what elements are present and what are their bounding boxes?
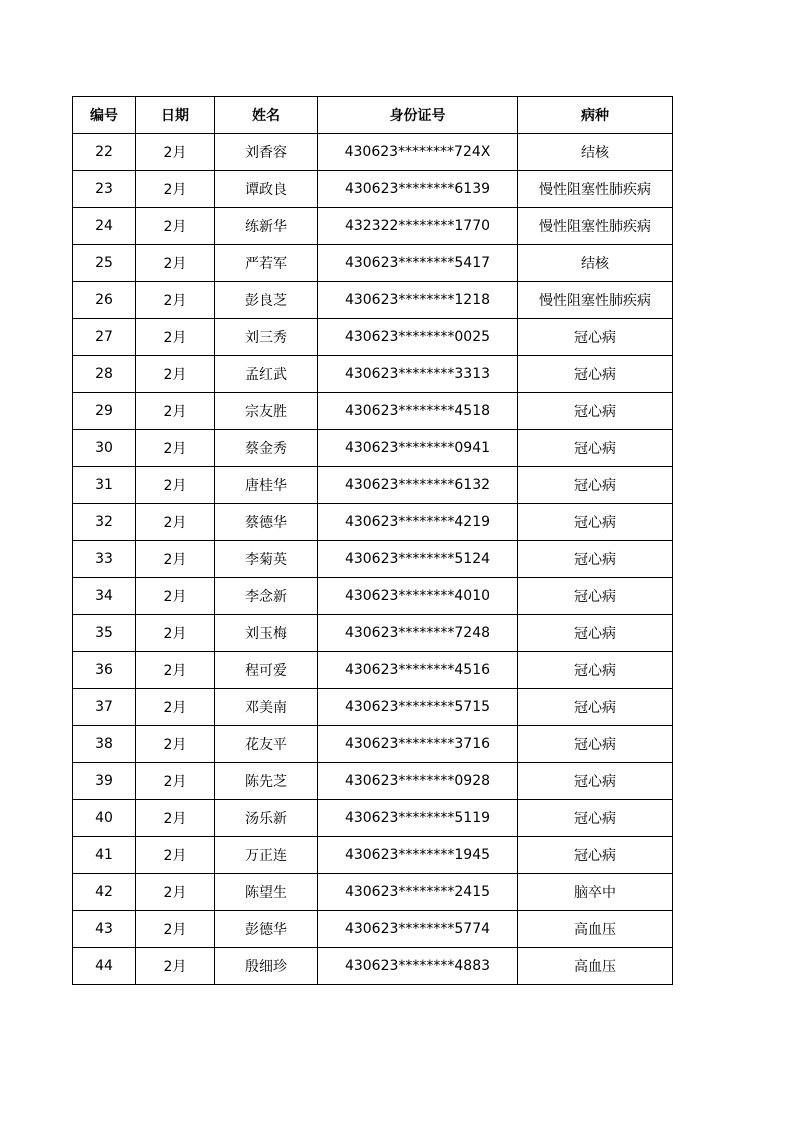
cell-date: 2月 xyxy=(136,430,215,467)
patient-roster-table xyxy=(72,96,673,985)
header-name: 姓名 xyxy=(215,97,318,134)
table-row xyxy=(73,726,673,763)
cell-id: 42 xyxy=(73,874,136,911)
cell-id-number: 430623********1945 xyxy=(318,837,518,874)
cell-name: 谭政良 xyxy=(215,171,318,208)
cell-disease: 冠心病 xyxy=(518,319,673,356)
cell-id: 43 xyxy=(73,911,136,948)
cell-disease: 冠心病 xyxy=(518,467,673,504)
cell-id-number: 430623********7248 xyxy=(318,615,518,652)
cell-id: 39 xyxy=(73,763,136,800)
table-row xyxy=(73,504,673,541)
cell-date: 2月 xyxy=(136,171,215,208)
cell-disease: 冠心病 xyxy=(518,726,673,763)
cell-disease: 冠心病 xyxy=(518,615,673,652)
cell-id: 41 xyxy=(73,837,136,874)
table-row xyxy=(73,282,673,319)
cell-date: 2月 xyxy=(136,837,215,874)
cell-name: 万正连 xyxy=(215,837,318,874)
table-row xyxy=(73,208,673,245)
cell-id: 36 xyxy=(73,652,136,689)
cell-id-number: 430623********3313 xyxy=(318,356,518,393)
cell-date: 2月 xyxy=(136,282,215,319)
table-row xyxy=(73,874,673,911)
cell-date: 2月 xyxy=(136,948,215,985)
cell-name: 唐桂华 xyxy=(215,467,318,504)
cell-disease: 冠心病 xyxy=(518,800,673,837)
cell-name: 彭德华 xyxy=(215,911,318,948)
cell-date: 2月 xyxy=(136,245,215,282)
cell-id: 38 xyxy=(73,726,136,763)
cell-date: 2月 xyxy=(136,356,215,393)
header-date: 日期 xyxy=(136,97,215,134)
cell-name: 李念新 xyxy=(215,578,318,615)
cell-name: 蔡德华 xyxy=(215,504,318,541)
table-row xyxy=(73,319,673,356)
cell-date: 2月 xyxy=(136,134,215,171)
cell-id: 37 xyxy=(73,689,136,726)
cell-id: 40 xyxy=(73,800,136,837)
cell-id: 32 xyxy=(73,504,136,541)
cell-id: 31 xyxy=(73,467,136,504)
cell-id: 25 xyxy=(73,245,136,282)
cell-disease: 结核 xyxy=(518,245,673,282)
header-id: 编号 xyxy=(73,97,136,134)
table-row xyxy=(73,430,673,467)
cell-disease: 冠心病 xyxy=(518,430,673,467)
cell-name: 殷细珍 xyxy=(215,948,318,985)
cell-disease: 冠心病 xyxy=(518,652,673,689)
header-disease: 病种 xyxy=(518,97,673,134)
cell-id-number: 430623********0928 xyxy=(318,763,518,800)
cell-id: 27 xyxy=(73,319,136,356)
cell-id-number: 430623********4219 xyxy=(318,504,518,541)
table-row xyxy=(73,245,673,282)
cell-id-number: 430623********3716 xyxy=(318,726,518,763)
cell-date: 2月 xyxy=(136,541,215,578)
cell-date: 2月 xyxy=(136,800,215,837)
table-row xyxy=(73,393,673,430)
cell-disease: 冠心病 xyxy=(518,541,673,578)
table-row xyxy=(73,837,673,874)
cell-date: 2月 xyxy=(136,393,215,430)
table-row xyxy=(73,615,673,652)
cell-id-number: 430623********4883 xyxy=(318,948,518,985)
cell-id-number: 430623********4518 xyxy=(318,393,518,430)
cell-id-number: 430623********0025 xyxy=(318,319,518,356)
cell-disease: 冠心病 xyxy=(518,393,673,430)
cell-name: 练新华 xyxy=(215,208,318,245)
cell-id-number: 430623********2415 xyxy=(318,874,518,911)
cell-disease: 冠心病 xyxy=(518,578,673,615)
cell-id-number: 430623********0941 xyxy=(318,430,518,467)
table-row xyxy=(73,541,673,578)
cell-name: 李菊英 xyxy=(215,541,318,578)
cell-disease: 结核 xyxy=(518,134,673,171)
cell-id: 29 xyxy=(73,393,136,430)
table-row xyxy=(73,948,673,985)
table-row xyxy=(73,171,673,208)
table-row xyxy=(73,800,673,837)
header-id-number: 身份证号 xyxy=(318,97,518,134)
cell-id-number: 430623********5417 xyxy=(318,245,518,282)
cell-disease: 冠心病 xyxy=(518,504,673,541)
cell-name: 程可爱 xyxy=(215,652,318,689)
cell-name: 刘玉梅 xyxy=(215,615,318,652)
cell-name: 花友平 xyxy=(215,726,318,763)
cell-id-number: 430623********6139 xyxy=(318,171,518,208)
table-row xyxy=(73,689,673,726)
cell-disease: 慢性阻塞性肺疾病 xyxy=(518,171,673,208)
cell-id-number: 430623********5715 xyxy=(318,689,518,726)
cell-name: 孟红武 xyxy=(215,356,318,393)
cell-id-number: 430623********6132 xyxy=(318,467,518,504)
cell-date: 2月 xyxy=(136,726,215,763)
cell-id-number: 430623********724X xyxy=(318,134,518,171)
cell-date: 2月 xyxy=(136,689,215,726)
cell-name: 刘三秀 xyxy=(215,319,318,356)
cell-id: 23 xyxy=(73,171,136,208)
table-row xyxy=(73,467,673,504)
cell-disease: 高血压 xyxy=(518,948,673,985)
cell-id: 34 xyxy=(73,578,136,615)
cell-date: 2月 xyxy=(136,578,215,615)
cell-disease: 冠心病 xyxy=(518,689,673,726)
table-row xyxy=(73,763,673,800)
cell-name: 彭良芝 xyxy=(215,282,318,319)
cell-id: 30 xyxy=(73,430,136,467)
table-header xyxy=(73,97,673,134)
cell-disease: 冠心病 xyxy=(518,763,673,800)
cell-id-number: 432322********1770 xyxy=(318,208,518,245)
cell-date: 2月 xyxy=(136,615,215,652)
cell-id-number: 430623********5774 xyxy=(318,911,518,948)
cell-disease: 冠心病 xyxy=(518,837,673,874)
cell-id-number: 430623********4516 xyxy=(318,652,518,689)
cell-disease: 慢性阻塞性肺疾病 xyxy=(518,208,673,245)
cell-name: 邓美南 xyxy=(215,689,318,726)
cell-disease: 冠心病 xyxy=(518,356,673,393)
cell-id: 44 xyxy=(73,948,136,985)
cell-id-number: 430623********5124 xyxy=(318,541,518,578)
table-row xyxy=(73,578,673,615)
cell-id: 24 xyxy=(73,208,136,245)
header-row xyxy=(73,97,673,134)
cell-id: 26 xyxy=(73,282,136,319)
table-row xyxy=(73,134,673,171)
cell-id-number: 430623********1218 xyxy=(318,282,518,319)
table-body xyxy=(73,134,673,985)
cell-date: 2月 xyxy=(136,874,215,911)
table-row xyxy=(73,911,673,948)
cell-name: 严若军 xyxy=(215,245,318,282)
cell-date: 2月 xyxy=(136,467,215,504)
cell-name: 宗友胜 xyxy=(215,393,318,430)
table-row xyxy=(73,356,673,393)
cell-date: 2月 xyxy=(136,763,215,800)
cell-date: 2月 xyxy=(136,911,215,948)
cell-name: 蔡金秀 xyxy=(215,430,318,467)
table-row xyxy=(73,652,673,689)
cell-name: 陈望生 xyxy=(215,874,318,911)
cell-name: 汤乐新 xyxy=(215,800,318,837)
cell-id: 28 xyxy=(73,356,136,393)
cell-name: 刘香容 xyxy=(215,134,318,171)
cell-id-number: 430623********5119 xyxy=(318,800,518,837)
cell-id: 22 xyxy=(73,134,136,171)
cell-id: 33 xyxy=(73,541,136,578)
cell-date: 2月 xyxy=(136,208,215,245)
cell-date: 2月 xyxy=(136,319,215,356)
cell-id: 35 xyxy=(73,615,136,652)
cell-id-number: 430623********4010 xyxy=(318,578,518,615)
cell-disease: 慢性阻塞性肺疾病 xyxy=(518,282,673,319)
cell-disease: 脑卒中 xyxy=(518,874,673,911)
cell-date: 2月 xyxy=(136,652,215,689)
cell-date: 2月 xyxy=(136,504,215,541)
cell-disease: 高血压 xyxy=(518,911,673,948)
cell-name: 陈先芝 xyxy=(215,763,318,800)
